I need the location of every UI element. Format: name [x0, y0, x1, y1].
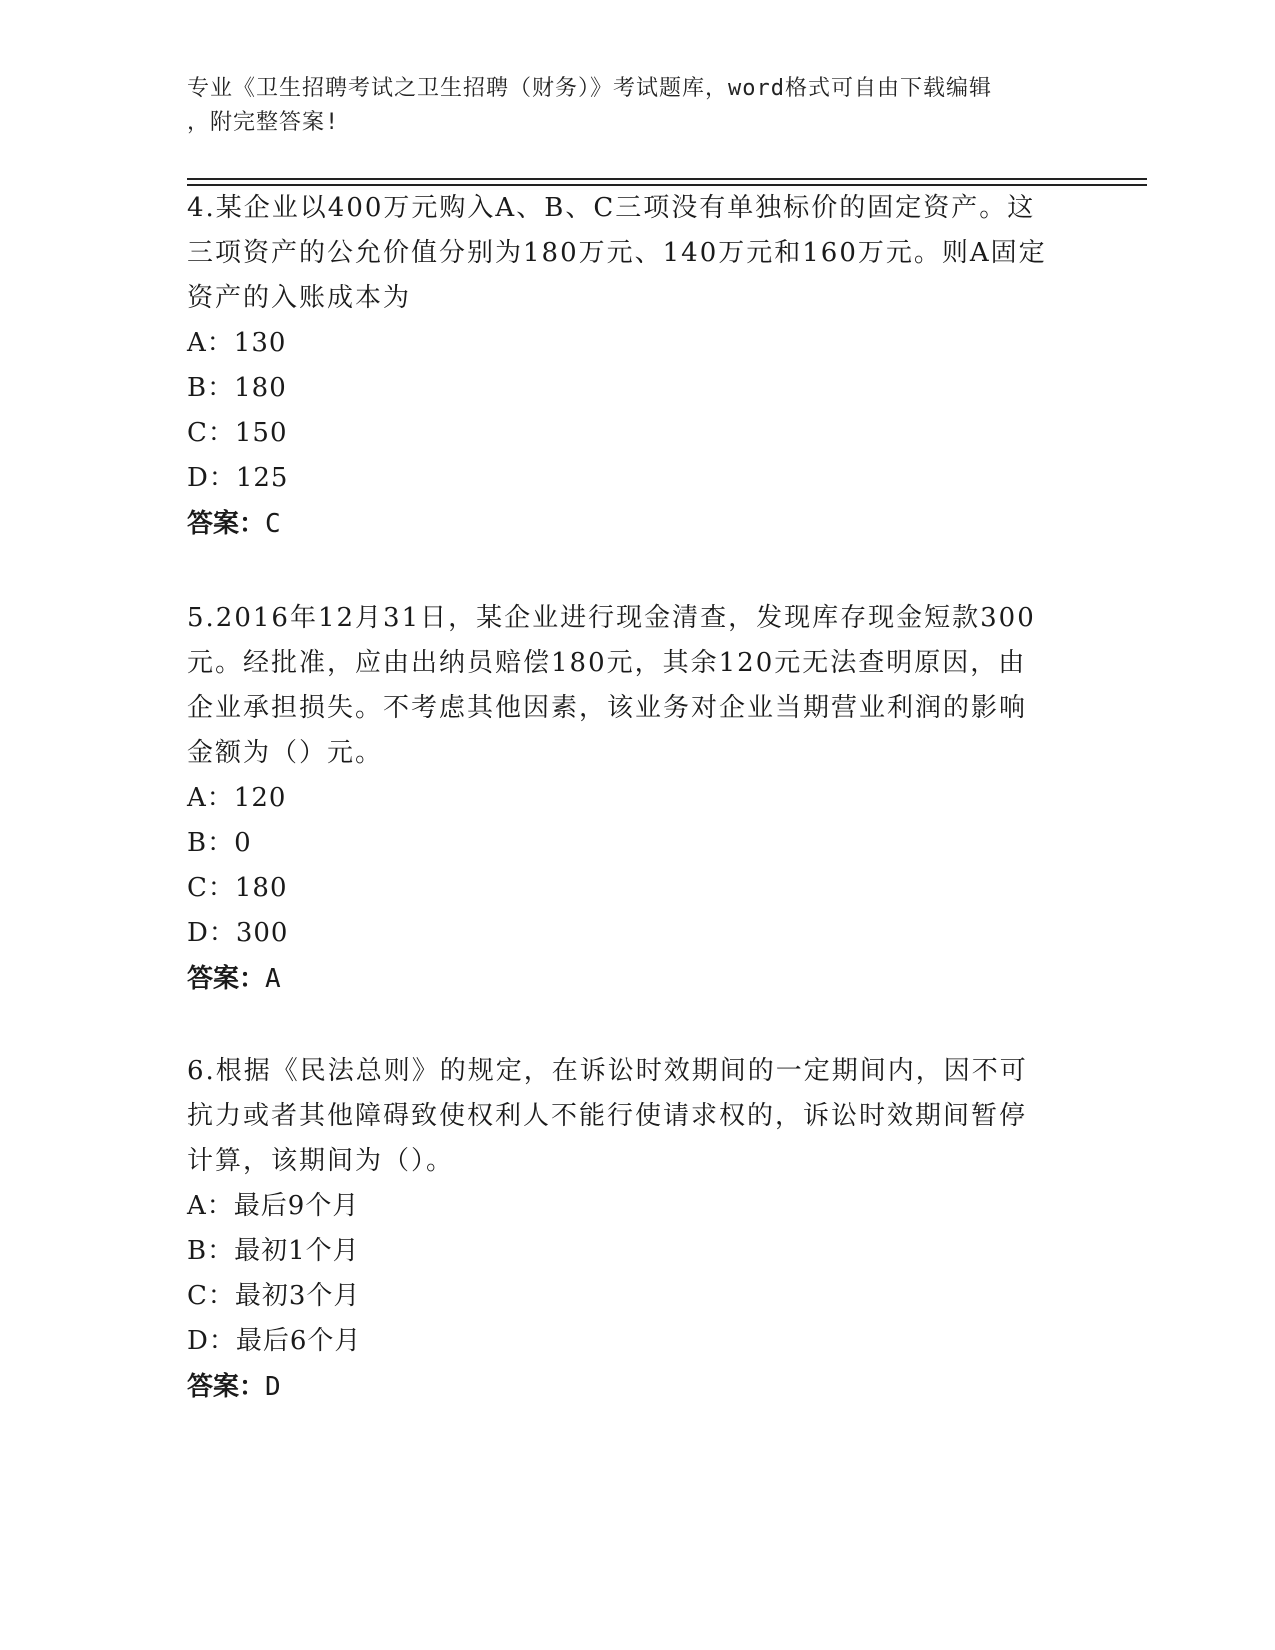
option-d: D：125: [187, 463, 289, 493]
option-b: B：0: [187, 828, 252, 858]
answer-line: [187, 956, 1087, 1002]
question-stem-line: 抗力或者其他障碍致使权利人不能行使请求权的，诉讼时效期间暂停: [187, 1101, 1028, 1131]
answer-line: [187, 501, 1087, 547]
header-line-2: ，附完整答案!: [187, 110, 340, 135]
question-stem-line: 5.2016年12月31日，某企业进行现金清查，发现库存现金短款300: [187, 603, 1036, 633]
header-line-1: 专业《卫生招聘考试之卫生招聘（财务）》考试题库，word格式可自由下载编辑: [187, 76, 992, 101]
answer-line: [187, 1364, 1087, 1410]
answer-value: C: [265, 509, 281, 539]
option-d: D：最后6个月: [187, 1326, 362, 1356]
question-block: [187, 186, 1087, 547]
header-divider-top: [187, 178, 1147, 180]
option-b: B：180: [187, 373, 287, 403]
document-header: [187, 72, 1067, 140]
answer-label: 答案：: [187, 964, 266, 994]
question-stem-line: 资产的入账成本为: [187, 283, 412, 313]
question-stem-line: 三项资产的公允价值分别为180万元、140万元和160万元。则A固定: [187, 238, 1047, 268]
answer-value: D: [265, 1372, 281, 1402]
option-d: D：300: [187, 918, 289, 948]
answer-label: 答案：: [187, 509, 266, 539]
question-stem-line: 企业承担损失。不考虑其他因素，该业务对企业当期营业利润的影响: [187, 693, 1028, 723]
question-stem-line: 金额为（）元。: [187, 738, 384, 768]
option-c: C：150: [187, 418, 288, 448]
option-a: A：最后9个月: [187, 1191, 360, 1221]
option-b: B：最初1个月: [187, 1236, 360, 1266]
question-block: [187, 596, 1087, 1002]
option-a: A：130: [187, 328, 287, 358]
question-stem: [187, 596, 1087, 776]
question-stem-line: 计算，该期间为（）。: [187, 1146, 455, 1176]
answer-value: A: [265, 964, 281, 994]
option-c: C：180: [187, 873, 288, 903]
answer-label: 答案：: [187, 1372, 266, 1402]
question-stem-line: 4.某企业以400万元购入A、B、C三项没有单独标价的固定资产。这: [187, 193, 1036, 223]
question-stem-line: 6.根据《民法总则》的规定，在诉讼时效期间的一定期间内，因不可: [187, 1056, 1028, 1086]
question-stem-line: 元。经批准，应由出纳员赔偿180元，其余120元无法查明原因，由: [187, 648, 1027, 678]
question-stem: [187, 186, 1087, 321]
option-c: C：最初3个月: [187, 1281, 361, 1311]
question-stem: [187, 1049, 1087, 1184]
option-a: A：120: [187, 783, 287, 813]
question-block: [187, 1049, 1087, 1410]
